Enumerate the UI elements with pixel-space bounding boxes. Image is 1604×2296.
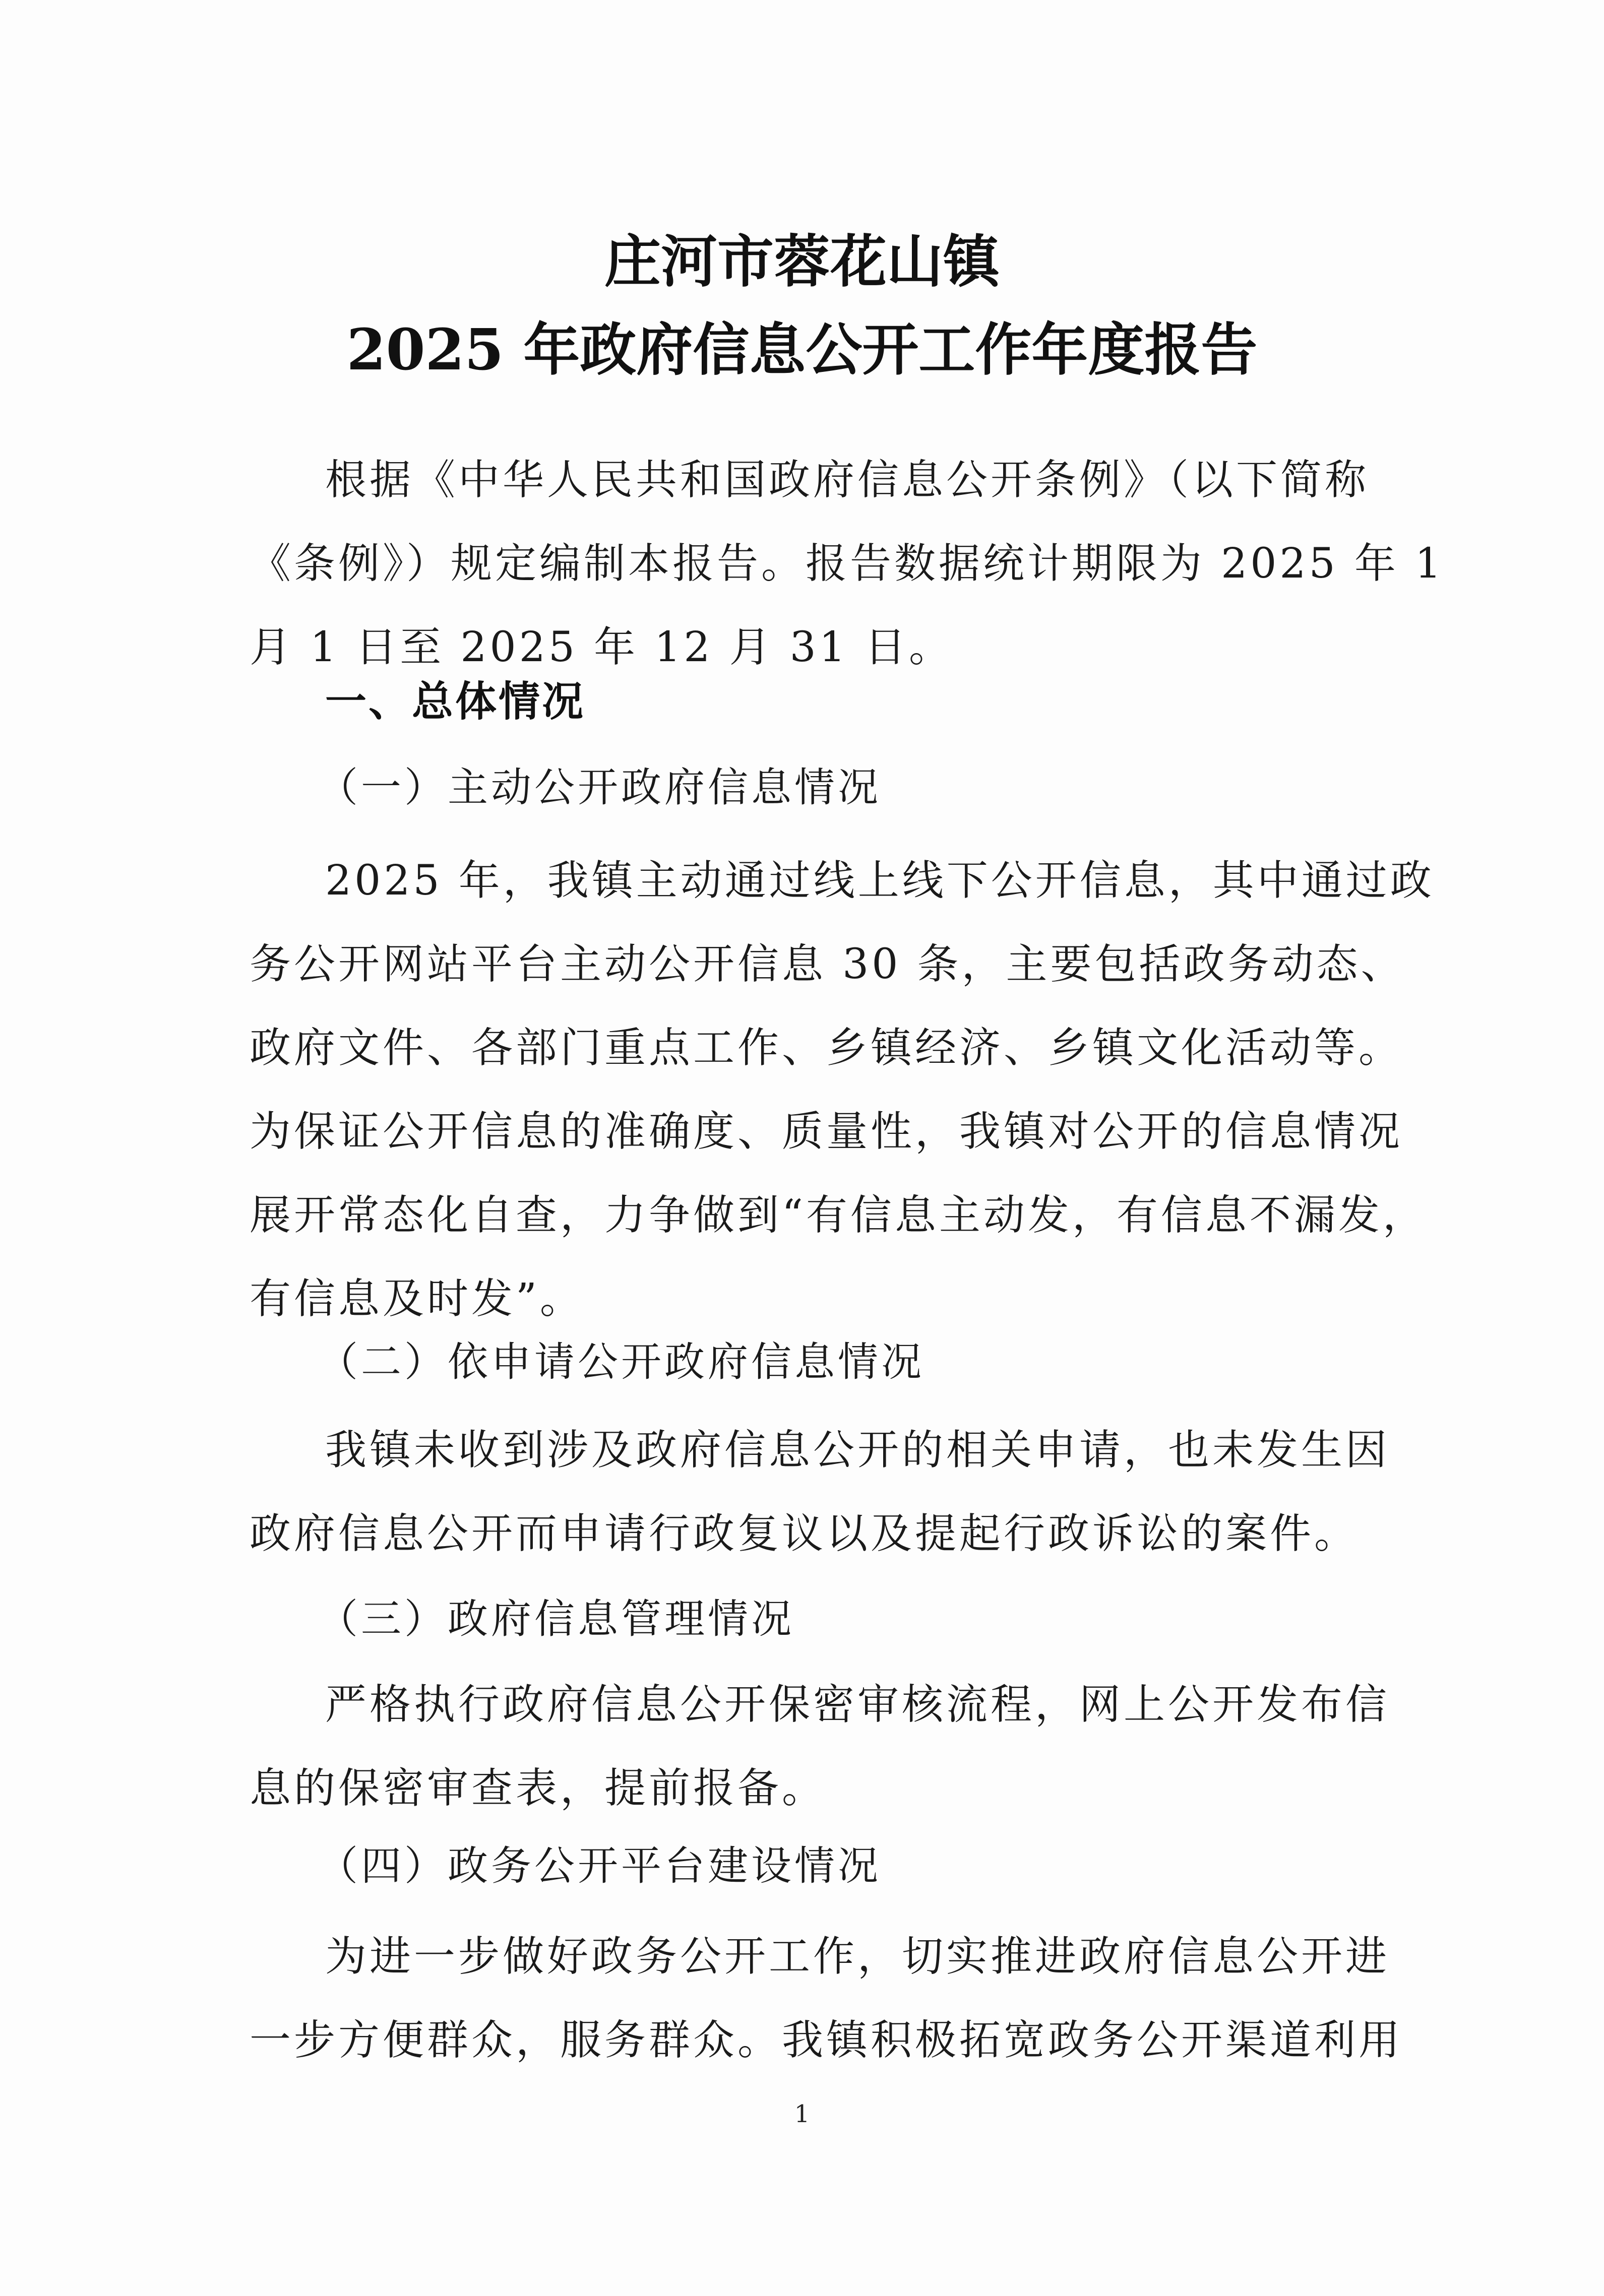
- subsection-heading-management: （三）政府信息管理情况: [318, 1596, 794, 1642]
- intro-line: 月 1 日至 2025 年 12 月 31 日。: [250, 623, 954, 671]
- paragraph-line: 有信息及时发”。: [250, 1275, 584, 1323]
- paragraph-line: 2025 年，我镇主动通过线上线下公开信息，其中通过政: [325, 857, 1435, 905]
- paragraph-line: 严格执行政府信息公开保密审核流程，网上公开发布信: [325, 1681, 1390, 1729]
- paragraph-line: 息的保密审查表，提前报备。: [250, 1764, 827, 1812]
- subsection-heading-proactive: （一）主动公开政府信息情况: [318, 764, 881, 811]
- intro-line: 根据《中华人民共和国政府信息公开条例》（以下简称: [325, 456, 1370, 504]
- paragraph-line: 务公开网站平台主动公开信息 30 条，主要包括政务动态、: [250, 940, 1405, 988]
- subsection-paragraph-management: [250, 1663, 1390, 1830]
- document-title-line2: 2025 年政府信息公开工作年度报告: [346, 317, 1258, 383]
- intro-line: 《条例》）规定编制本报告。报告数据统计期限为 2025 年 1: [250, 540, 1445, 588]
- subsection-heading-platform: （四）政务公开平台建设情况: [318, 1842, 881, 1889]
- paragraph-line: 政府文件、各部门重点工作、乡镇经济、乡镇文化活动等。: [250, 1024, 1403, 1072]
- intro-paragraph: [250, 438, 1445, 689]
- paragraph-line: 为保证公开信息的准确度、质量性，我镇对公开的信息情况: [250, 1108, 1403, 1156]
- subsection-paragraph-platform: [250, 1915, 1403, 2082]
- paragraph-line: 政府信息公开而申请行政复议以及提起行政诉讼的案件。: [250, 1510, 1359, 1558]
- document-title-line1: 庄河市蓉花山镇: [604, 229, 1000, 295]
- paragraph-line: 我镇未收到涉及政府信息公开的相关申请，也未发生因: [325, 1426, 1390, 1474]
- subsection-heading-application: （二）依申请公开政府信息情况: [318, 1338, 924, 1385]
- page-number: 1: [794, 2100, 810, 2128]
- paragraph-line: 展开常态化自查，力争做到“有信息主动发，有信息不漏发，: [250, 1191, 1427, 1239]
- section-heading-overview: 一、总体情况: [325, 678, 586, 726]
- paragraph-line: 为进一步做好政务公开工作，切实推进政府信息公开进: [325, 1933, 1390, 1981]
- subsection-paragraph-application: [250, 1409, 1390, 1576]
- subsection-paragraph-proactive: [250, 839, 1435, 1341]
- paragraph-line: 一步方便群众，服务群众。我镇积极拓宽政务公开渠道利用: [250, 2016, 1403, 2064]
